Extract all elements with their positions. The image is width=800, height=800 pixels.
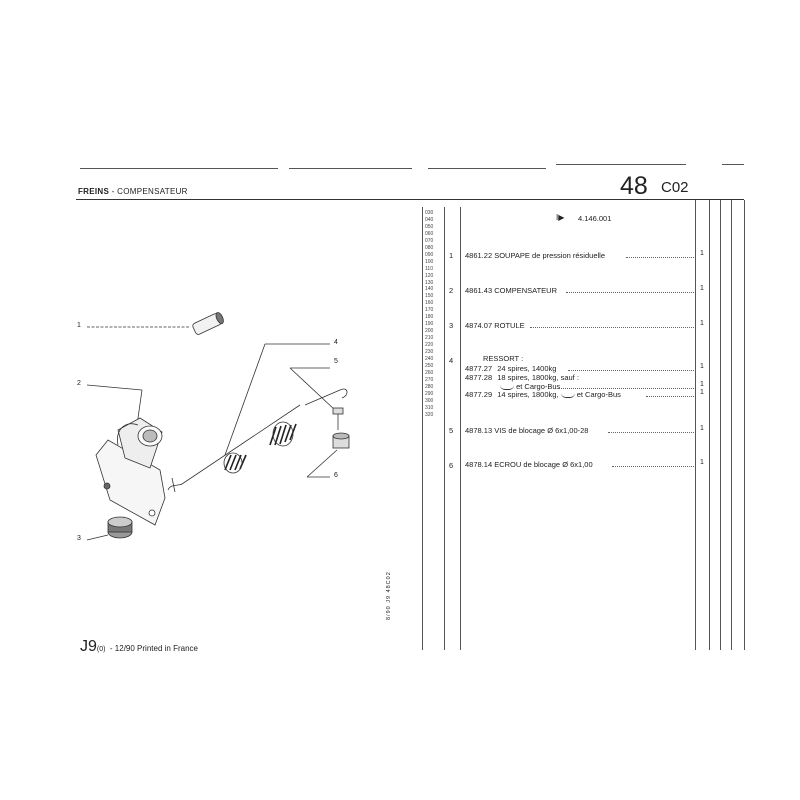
leader-line-3 bbox=[87, 535, 108, 540]
code-item: 250 bbox=[425, 362, 434, 369]
footer-variant: (0) bbox=[96, 646, 106, 653]
vertical-code: 8/90 J9 48C02 bbox=[386, 571, 392, 620]
code-item: 090 bbox=[425, 251, 434, 258]
part-ref: 4861.22 bbox=[465, 251, 493, 260]
code-item: 190 bbox=[425, 321, 434, 328]
code-item: 040 bbox=[425, 216, 434, 223]
callout-6: 6 bbox=[334, 472, 338, 479]
page-number: 48 bbox=[620, 172, 648, 200]
part-name: VIS bbox=[494, 426, 507, 435]
callout-2: 2 bbox=[77, 380, 81, 387]
part-desc: et Cargo-Bus bbox=[576, 390, 621, 399]
code-item: 300 bbox=[425, 397, 434, 404]
code-item: 320 bbox=[425, 411, 434, 418]
code-item: 130 bbox=[425, 279, 434, 286]
part-desc: et Cargo-Bus bbox=[516, 382, 561, 391]
part-ref: 4877.27 bbox=[465, 364, 493, 373]
code-item: 290 bbox=[425, 390, 434, 397]
code-item: 210 bbox=[425, 335, 434, 342]
code-item: 100 bbox=[425, 258, 434, 265]
leader-line-6b bbox=[307, 450, 337, 477]
part-name: SOUPAPE bbox=[494, 251, 530, 260]
item-number: 1 bbox=[449, 251, 454, 260]
part-name: ROTULE bbox=[494, 321, 525, 330]
code-item: 050 bbox=[425, 223, 434, 230]
footer bbox=[80, 638, 198, 656]
leader-line-2 bbox=[87, 385, 142, 390]
footer-text: - 12/90 Printed in France bbox=[109, 644, 198, 653]
part-qty: 1 bbox=[700, 389, 704, 396]
part-qty: 1 bbox=[700, 250, 704, 257]
compensator-part bbox=[96, 418, 165, 525]
validity-arrow: I▶ bbox=[556, 213, 565, 222]
part-desc: 24 spires, 1400kg bbox=[497, 364, 557, 373]
callout-4: 4 bbox=[334, 339, 338, 346]
part-ref: 4861.43 bbox=[465, 286, 493, 295]
item-number: 3 bbox=[449, 321, 454, 330]
code-item: 080 bbox=[425, 244, 434, 251]
code-item: 310 bbox=[425, 404, 434, 411]
spring-part bbox=[168, 389, 347, 492]
code-item: 160 bbox=[425, 300, 434, 307]
item-number: 6 bbox=[449, 461, 454, 470]
part-group-title: RESSORT : bbox=[483, 354, 524, 363]
valve-part bbox=[192, 311, 225, 335]
code-item: 180 bbox=[425, 314, 434, 321]
callout-5: 5 bbox=[334, 358, 338, 365]
part-qty: 1 bbox=[700, 381, 704, 388]
item-number: 5 bbox=[449, 426, 454, 435]
code-item: 260 bbox=[425, 369, 434, 376]
code-item: 200 bbox=[425, 328, 434, 335]
part-qty: 1 bbox=[700, 363, 704, 370]
section-name: FREINS bbox=[78, 187, 110, 196]
part-ref: 4878.13 bbox=[465, 426, 493, 435]
validity-reference: 4.146.001 bbox=[578, 214, 612, 223]
code-item: 030 bbox=[425, 210, 434, 216]
code-item: 070 bbox=[425, 237, 434, 244]
code-item: 110 bbox=[425, 265, 433, 272]
leader-line-4b bbox=[225, 344, 265, 455]
code-item: 240 bbox=[425, 356, 434, 363]
part-desc: de blocage Ø 6x1,00 bbox=[523, 460, 593, 469]
page-code: C02 bbox=[661, 179, 689, 196]
subsection-name: COMPENSATEUR bbox=[117, 187, 188, 196]
code-item: 280 bbox=[425, 383, 434, 390]
part-name: ECROU bbox=[494, 460, 522, 469]
callout-1: 1 bbox=[77, 322, 81, 329]
grommet-part bbox=[108, 517, 132, 538]
part-desc: 14 spires, 1800kg, bbox=[497, 390, 559, 399]
code-item: 270 bbox=[425, 376, 434, 383]
part-qty: 1 bbox=[700, 285, 704, 292]
callout-3: 3 bbox=[77, 535, 81, 542]
part-desc: de blocage Ø 6x1,00-28 bbox=[508, 426, 589, 435]
leader-line-5b bbox=[290, 368, 335, 410]
code-item: 170 bbox=[425, 307, 434, 314]
part-ref: 4878.14 bbox=[465, 460, 493, 469]
part-qty: 1 bbox=[700, 425, 704, 432]
part-ref: 4874.07 bbox=[465, 321, 493, 330]
part-ref: 4877.29 bbox=[465, 390, 493, 399]
part-ref: 4877.28 bbox=[465, 373, 493, 382]
part-desc: de pression résiduelle bbox=[532, 251, 605, 260]
code-item: 140 bbox=[425, 286, 434, 293]
code-item: 230 bbox=[425, 349, 434, 356]
part-desc: 18 spires, 1800kg, sauf : bbox=[497, 373, 579, 382]
part-name: COMPENSATEUR bbox=[494, 286, 558, 295]
part-qty: 1 bbox=[700, 320, 704, 327]
code-item: 150 bbox=[425, 293, 434, 300]
footer-model: J9 bbox=[80, 638, 97, 655]
code-item: 060 bbox=[425, 230, 434, 237]
screw-part bbox=[333, 408, 343, 430]
item-number: 4 bbox=[449, 356, 454, 365]
code-item: 120 bbox=[425, 272, 434, 279]
nut-part bbox=[333, 433, 349, 448]
code-item: 220 bbox=[425, 342, 434, 349]
item-number: 2 bbox=[449, 286, 454, 295]
section-separator: - bbox=[111, 187, 115, 196]
part-qty: 1 bbox=[700, 459, 704, 466]
